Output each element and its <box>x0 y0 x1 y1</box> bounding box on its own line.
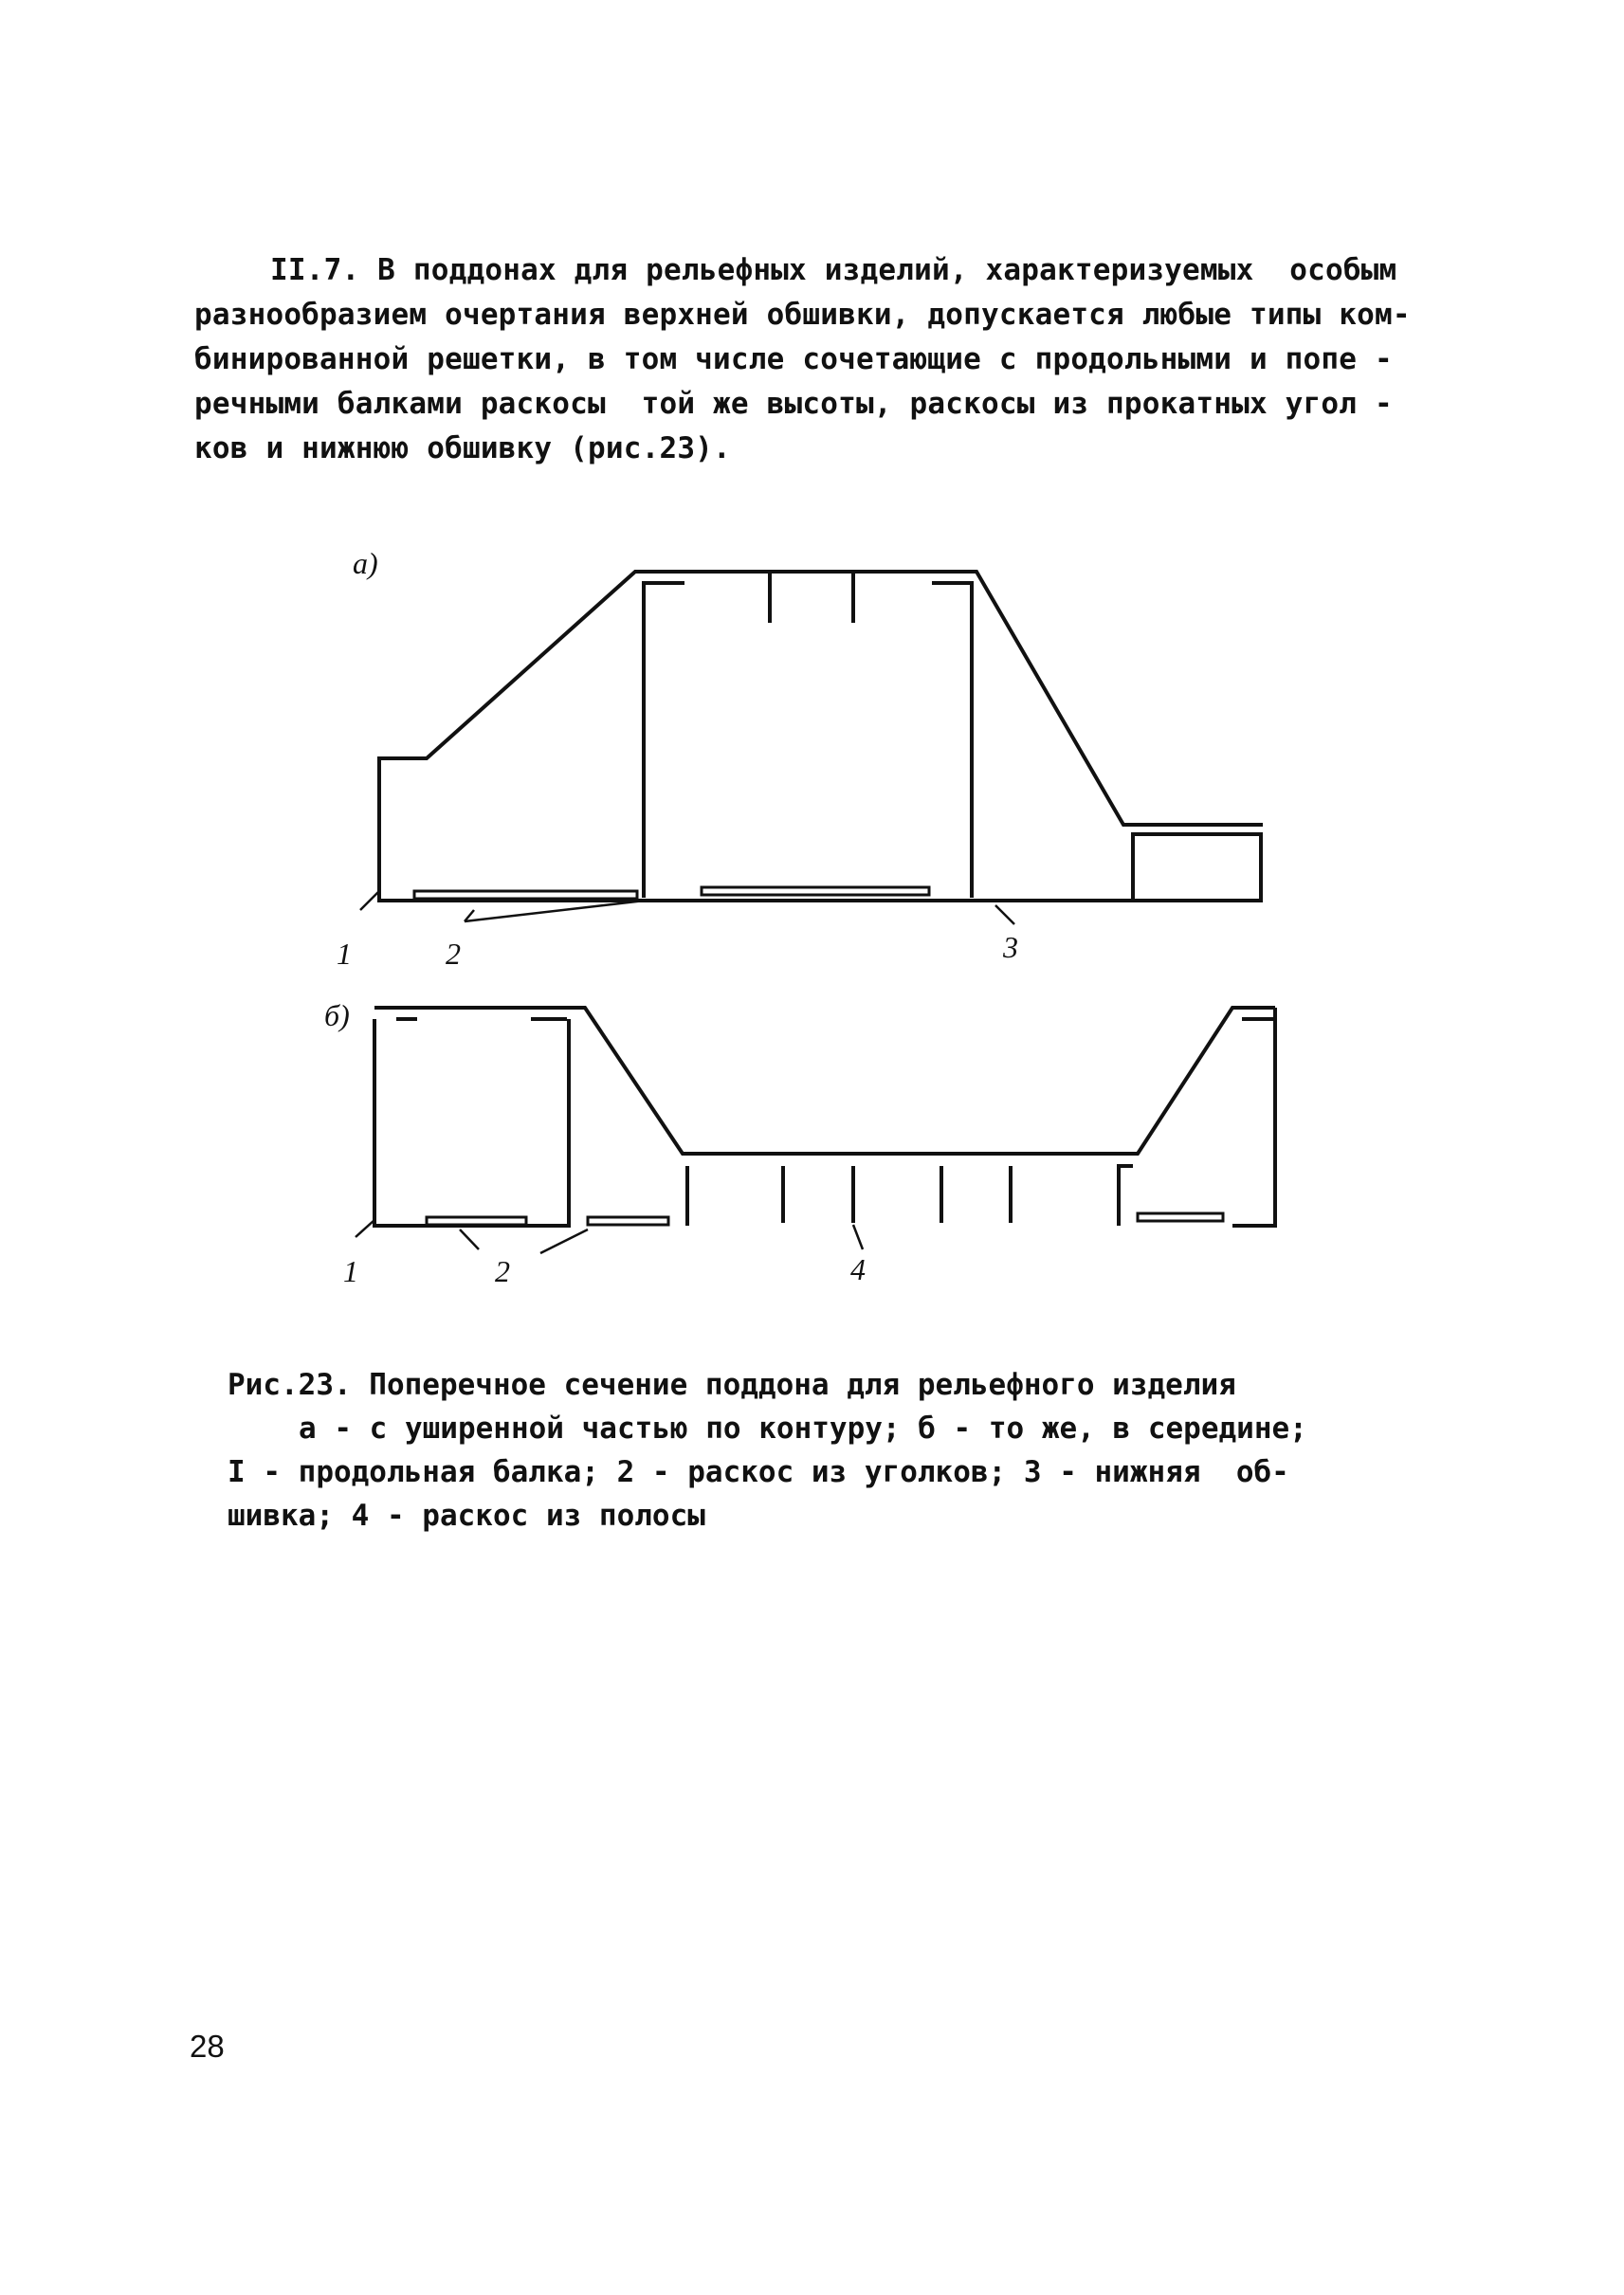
panel-a-angle-diagonals <box>414 887 929 899</box>
diagonal-angle-a-left <box>414 891 637 899</box>
diagonal-angle-a-right <box>702 887 929 895</box>
panel-b-drawing <box>374 1008 1275 1226</box>
callout-b-1: 1 <box>343 1254 358 1288</box>
caption-line: а - с уширенной частью по контуру; б - то же, в середине; <box>299 1412 1307 1446</box>
panel-a-right-beam-box <box>1133 834 1261 901</box>
caption-line: Рис.23. Поперечное сечение поддона для рельефного изделия <box>228 1368 1236 1402</box>
callout-a-2: 2 <box>446 937 461 971</box>
callout-a-3: 3 <box>1003 930 1018 964</box>
paragraph-line: ков и нижнюю обшивку (рис.23). <box>194 431 731 465</box>
diagonal-angle-b-left <box>427 1217 526 1225</box>
panel-b-top-sheathing <box>374 1008 1275 1154</box>
callout-b-4: 4 <box>850 1252 866 1286</box>
paragraph-line: бинированной решетки, в том числе сочетающие с продольными и попе - <box>194 342 1393 376</box>
panel-a-drawing <box>379 572 1261 901</box>
caption-line: I - продольная балка; 2 - раскос из уголков; 3 - нижняя об- <box>228 1455 1289 1489</box>
diagonal-angle-b-right <box>1138 1213 1223 1221</box>
panel-b-label: б) <box>324 998 350 1032</box>
paragraph-line: II.7. В поддонах для рельефных изделий, характеризуемых особым <box>270 253 1397 287</box>
paragraph-line: разнообразием очертания верхней обшивки, допускается любые типы ком- <box>194 298 1411 332</box>
callout-a-1: 1 <box>337 937 352 971</box>
figure-caption <box>228 1363 1403 1538</box>
panel-a-top-sheathing <box>379 572 1261 901</box>
diagonal-angle-b-mid <box>588 1217 668 1225</box>
panel-b-left-beam <box>374 1019 569 1226</box>
panel-a-label: а) <box>353 546 378 580</box>
paragraph-line: речными балками раскосы той же высоты, раскосы из прокатных угол - <box>194 387 1393 421</box>
page-number: 28 <box>190 2029 225 2064</box>
caption-line: шивка; 4 - раскос из полосы <box>228 1499 705 1533</box>
callout-b-2: 2 <box>495 1254 510 1288</box>
panel-b-angle-diagonals <box>427 1213 1223 1225</box>
panel-a-left-beam-flange <box>644 583 683 616</box>
